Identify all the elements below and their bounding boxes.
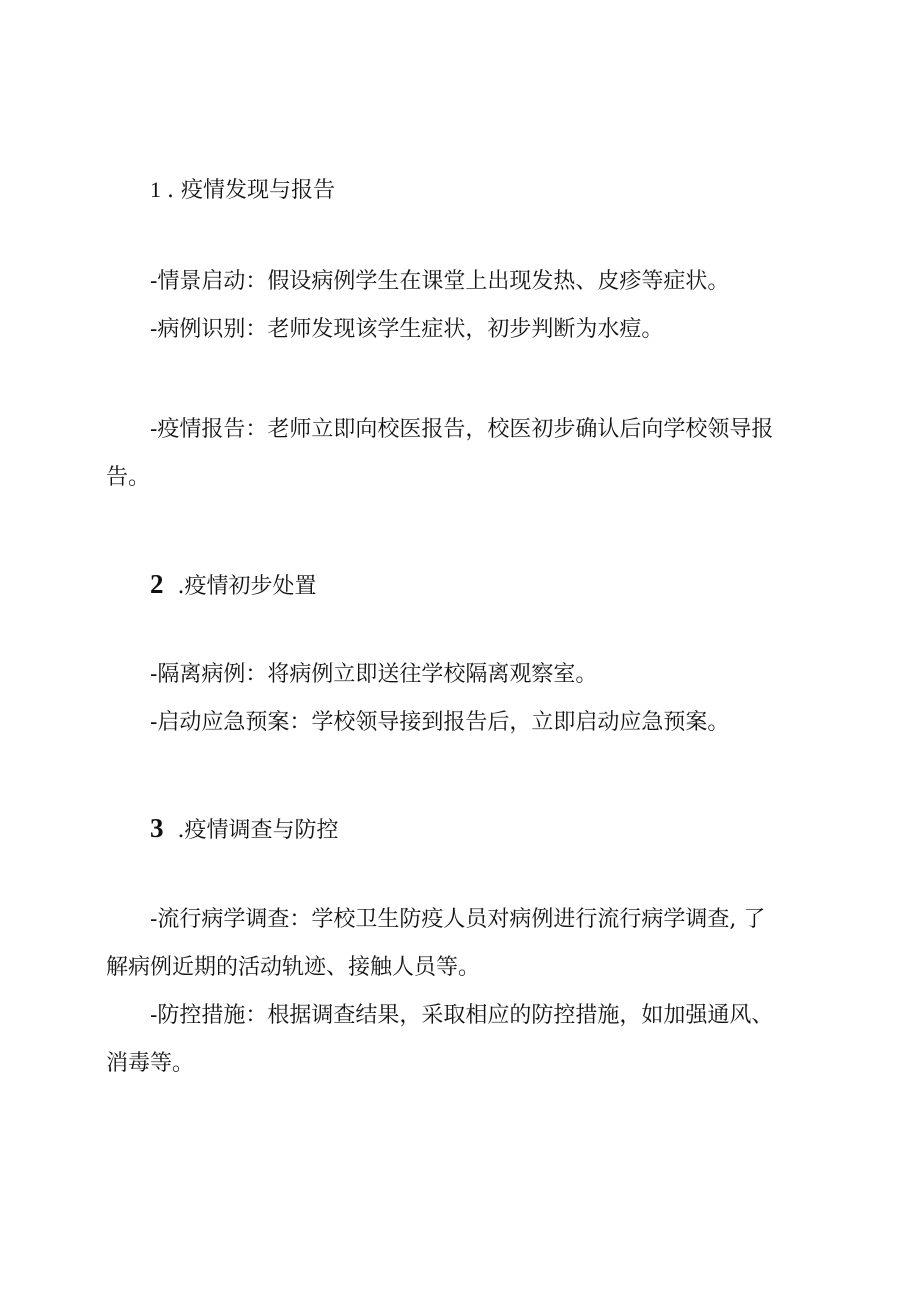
section-1-number: 1 xyxy=(150,177,161,202)
section-3-number: 3 xyxy=(150,813,164,843)
section-3-item-2-continued: 消毒等。 xyxy=(106,1051,195,1076)
section-3-item-1-continued: 解病例近期的活动轨迹、接触人员等。 xyxy=(106,955,481,980)
section-3-item-1: -流行病学调查：学校卫生防疫人员对病例进行流行病学调查, 了 xyxy=(150,907,766,932)
section-2-heading xyxy=(150,564,864,607)
section-1-item-2: -病例识别：老师发现该学生症状，初步判断为水痘。 xyxy=(150,317,664,342)
section-3-heading xyxy=(150,808,864,851)
section-1-item-3: -疫情报告：老师立即向校医报告，校医初步确认后向学校领导报 xyxy=(150,417,774,442)
section-1-item-1: -情景启动：假设病例学生在课堂上出现发热、皮疹等症状。 xyxy=(150,269,730,294)
section-1-title: . 疫情发现与报告 xyxy=(167,178,335,203)
section-2-number: 2 xyxy=(150,569,164,599)
section-1-item-3-continued: 告。 xyxy=(106,465,151,490)
section-1-heading xyxy=(150,170,864,211)
section-3-item-2: -防控措施：根据调查结果，采取相应的防控措施，如加强通风、 xyxy=(150,1003,774,1028)
section-3-title: .疫情调查与防控 xyxy=(177,818,339,843)
section-2-title: .疫情初步处置 xyxy=(177,574,317,599)
section-2-item-2: -启动应急预案：学校领导接到报告后，立即启动应急预案。 xyxy=(150,710,730,735)
section-2-item-1: -隔离病例：将病例立即送往学校隔离观察室。 xyxy=(150,662,598,687)
